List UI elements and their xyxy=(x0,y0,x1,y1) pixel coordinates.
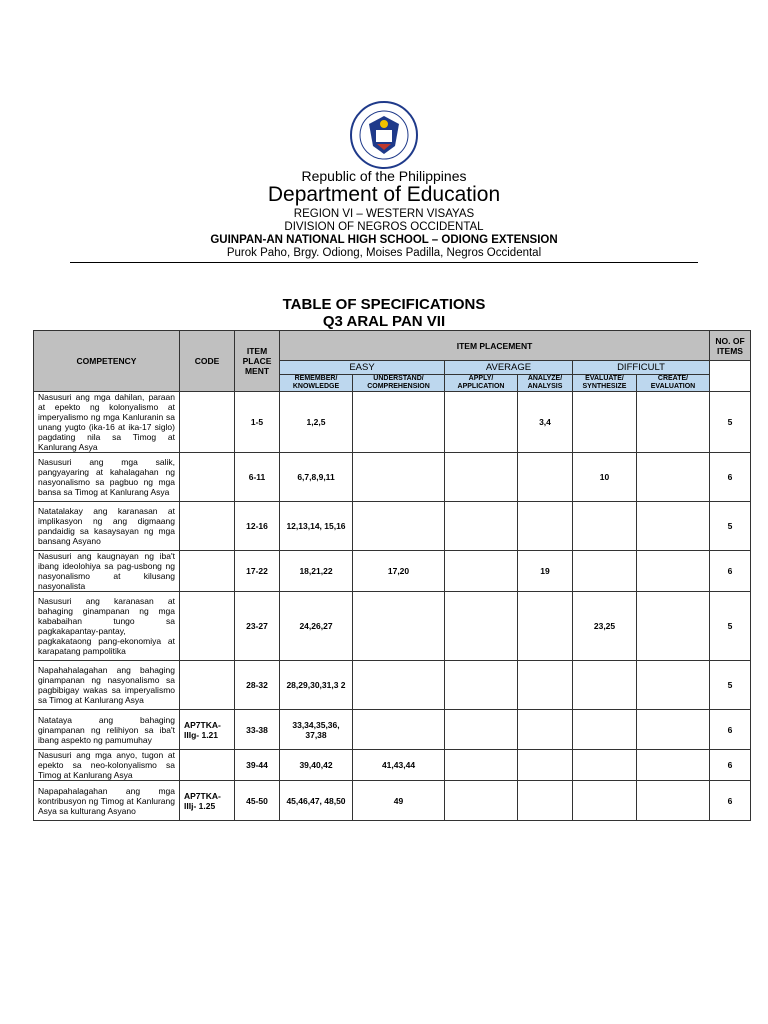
items-cell: 6 xyxy=(710,710,751,750)
header-evaluate: EVALUATE/ SYNTHESIZE xyxy=(573,375,637,392)
analyze-cell xyxy=(518,781,573,821)
header-difficult: DIFFICULT xyxy=(573,361,710,375)
placement-cell: 6-11 xyxy=(235,453,280,502)
evaluate-cell: 23,25 xyxy=(573,592,637,661)
header-understand: UNDERSTAND/ COMPREHENSION xyxy=(353,375,445,392)
deped-seal-icon xyxy=(349,100,419,170)
analyze-cell xyxy=(518,750,573,781)
understand-cell: 41,43,44 xyxy=(353,750,445,781)
document-title: TABLE OF SPECIFICATIONS xyxy=(282,296,486,313)
analyze-cell: 19 xyxy=(518,551,573,592)
remember-cell: 39,40,42 xyxy=(280,750,353,781)
placement-cell: 23-27 xyxy=(235,592,280,661)
placement-cell: 33-38 xyxy=(235,710,280,750)
apply-cell xyxy=(445,502,518,551)
evaluate-cell xyxy=(573,392,637,453)
apply-cell xyxy=(445,551,518,592)
apply-cell xyxy=(445,710,518,750)
table-row xyxy=(34,502,751,551)
code-cell xyxy=(180,392,235,453)
create-cell xyxy=(637,453,710,502)
create-cell xyxy=(637,392,710,453)
placement-cell: 39-44 xyxy=(235,750,280,781)
header-item-placement: ITEM PLACEMENT xyxy=(280,331,710,361)
competency-cell: Nasusuri ang mga salik, pangyayaring at kahalagahan ng nasyonalismo sa pagbuo ng mga bansa sa Timog at Kanlurang Asya xyxy=(34,453,180,502)
header-code: CODE xyxy=(180,331,235,392)
items-cell: 5 xyxy=(710,392,751,453)
placement-cell: 12-16 xyxy=(235,502,280,551)
header-create: CREATE/ EVALUATION xyxy=(637,375,710,392)
placement-cell: 1-5 xyxy=(235,392,280,453)
no-items-header-blank xyxy=(710,361,751,392)
table-row xyxy=(34,781,751,821)
items-cell: 6 xyxy=(710,750,751,781)
create-cell xyxy=(637,750,710,781)
code-cell: AP7TKA-IIIg- 1.21 xyxy=(180,710,235,750)
document-subtitle: Q3 ARAL PAN VII xyxy=(322,313,446,330)
placement-cell: 17-22 xyxy=(235,551,280,592)
items-cell: 5 xyxy=(710,592,751,661)
competency-cell: Natataya ang bahaging ginampanan ng relihiyon sa iba't ibang aspekto ng pamumuhay xyxy=(34,710,180,750)
evaluate-cell xyxy=(573,551,637,592)
placement-cell: 45-50 xyxy=(235,781,280,821)
apply-cell xyxy=(445,781,518,821)
understand-cell: 49 xyxy=(353,781,445,821)
understand-cell xyxy=(353,502,445,551)
analyze-cell xyxy=(518,502,573,551)
evaluate-cell xyxy=(573,750,637,781)
analyze-cell xyxy=(518,710,573,750)
evaluate-cell xyxy=(573,661,637,710)
items-cell: 5 xyxy=(710,661,751,710)
create-cell xyxy=(637,781,710,821)
apply-cell xyxy=(445,750,518,781)
header-competency: COMPETENCY xyxy=(34,331,180,392)
apply-cell xyxy=(445,453,518,502)
remember-cell: 45,46,47, 48,50 xyxy=(280,781,353,821)
understand-cell: 17,20 xyxy=(353,551,445,592)
school-name: GUINPAN-AN NATIONAL HIGH SCHOOL – ODIONG EXTENSION xyxy=(210,234,558,246)
code-cell xyxy=(180,502,235,551)
create-cell xyxy=(637,551,710,592)
competency-cell: Natatalakay ang karanasan at implikasyon ng ang digmaang pandaidig sa kasaysayan ng mga bansang Asyano xyxy=(34,502,180,551)
understand-cell xyxy=(353,592,445,661)
table-row xyxy=(34,750,751,781)
placement-cell: 28-32 xyxy=(235,661,280,710)
competency-cell: Napapahalagahan ang mga kontribusyon ng Timog at Kanlurang Asya sa kulturang Asyano xyxy=(34,781,180,821)
header-average: AVERAGE xyxy=(445,361,573,375)
analyze-cell xyxy=(518,453,573,502)
competency-cell: Nasusuri ang kaugnayan ng iba't ibang ideolohiya sa pag-usbong ng nasyonalismo at kilusang nasyonalista xyxy=(34,551,180,592)
specifications-table xyxy=(33,330,751,821)
items-cell: 6 xyxy=(710,453,751,502)
understand-cell xyxy=(353,453,445,502)
create-cell xyxy=(637,661,710,710)
apply-cell xyxy=(445,661,518,710)
competency-cell: Nasusuri ang mga anyo, tugon at epekto sa neo-kolonyalismo sa Timog at Kanlurang Asya xyxy=(34,750,180,781)
republic-line: Republic of the Philippines xyxy=(301,168,467,184)
analyze-cell xyxy=(518,661,573,710)
code-cell xyxy=(180,661,235,710)
remember-cell: 28,29,30,31,3 2 xyxy=(280,661,353,710)
items-cell: 6 xyxy=(710,781,751,821)
header-item-placement-range: ITEM PLACE MENT xyxy=(235,331,280,392)
understand-cell xyxy=(353,661,445,710)
create-cell xyxy=(637,502,710,551)
remember-cell: 6,7,8,9,11 xyxy=(280,453,353,502)
understand-cell xyxy=(353,710,445,750)
remember-cell: 1,2,5 xyxy=(280,392,353,453)
table-row xyxy=(34,551,751,592)
header-no-of-items: NO. OF ITEMS xyxy=(710,331,751,361)
evaluate-cell xyxy=(573,781,637,821)
code-cell xyxy=(180,750,235,781)
apply-cell xyxy=(445,592,518,661)
remember-cell: 12,13,14, 15,16 xyxy=(280,502,353,551)
competency-cell: Nasusuri ang mga dahilan, paraan at epekto ng kolonyalismo at imperyalismo ng mga Kanluranin sa unang yugto (ika-16 at ika-17 siglo) pagdating nila sa Timog at Kanlurang Asya xyxy=(34,392,180,453)
header-divider xyxy=(70,262,698,263)
division-line: DIVISION OF NEGROS OCCIDENTAL xyxy=(284,221,484,233)
remember-cell: 24,26,27 xyxy=(280,592,353,661)
competency-cell: Napahahalagahan ang bahaging ginampanan ng nasyonalismo sa pagbibigay wakas sa imperyalismo sa Timog at Kanlurang Asya xyxy=(34,661,180,710)
code-cell xyxy=(180,592,235,661)
table-row xyxy=(34,661,751,710)
header-apply: APPLY/ APPLICATION xyxy=(445,375,518,392)
header-remember: REMEMBER/ KNOWLEDGE xyxy=(280,375,353,392)
evaluate-cell: 10 xyxy=(573,453,637,502)
understand-cell xyxy=(353,392,445,453)
header-easy: EASY xyxy=(280,361,445,375)
evaluate-cell xyxy=(573,502,637,551)
remember-cell: 33,34,35,36, 37,38 xyxy=(280,710,353,750)
school-address: Purok Paho, Brgy. Odiong, Moises Padilla, Negros Occidental xyxy=(226,247,542,259)
code-cell xyxy=(180,551,235,592)
header-analyze: ANALYZE/ ANALYSIS xyxy=(518,375,573,392)
competency-cell: Nasusuri ang karanasan at bahaging ginampanan ng mga kababaihan tungo sa pagkakapantay-pantay, pagkakataong pang-ekonomiya at karapatang pampolitika xyxy=(34,592,180,661)
table-row xyxy=(34,392,751,453)
table-row xyxy=(34,710,751,750)
remember-cell: 18,21,22 xyxy=(280,551,353,592)
table-row xyxy=(34,453,751,502)
evaluate-cell xyxy=(573,710,637,750)
code-cell: AP7TKA-IIIj- 1.25 xyxy=(180,781,235,821)
create-cell xyxy=(637,710,710,750)
region-line: REGION VI – WESTERN VISAYAS xyxy=(293,208,475,220)
items-cell: 6 xyxy=(710,551,751,592)
apply-cell xyxy=(445,392,518,453)
analyze-cell xyxy=(518,592,573,661)
code-cell xyxy=(180,453,235,502)
analyze-cell: 3,4 xyxy=(518,392,573,453)
create-cell xyxy=(637,592,710,661)
items-cell: 5 xyxy=(710,502,751,551)
department-name: Department of Education xyxy=(267,183,501,206)
table-row xyxy=(34,592,751,661)
